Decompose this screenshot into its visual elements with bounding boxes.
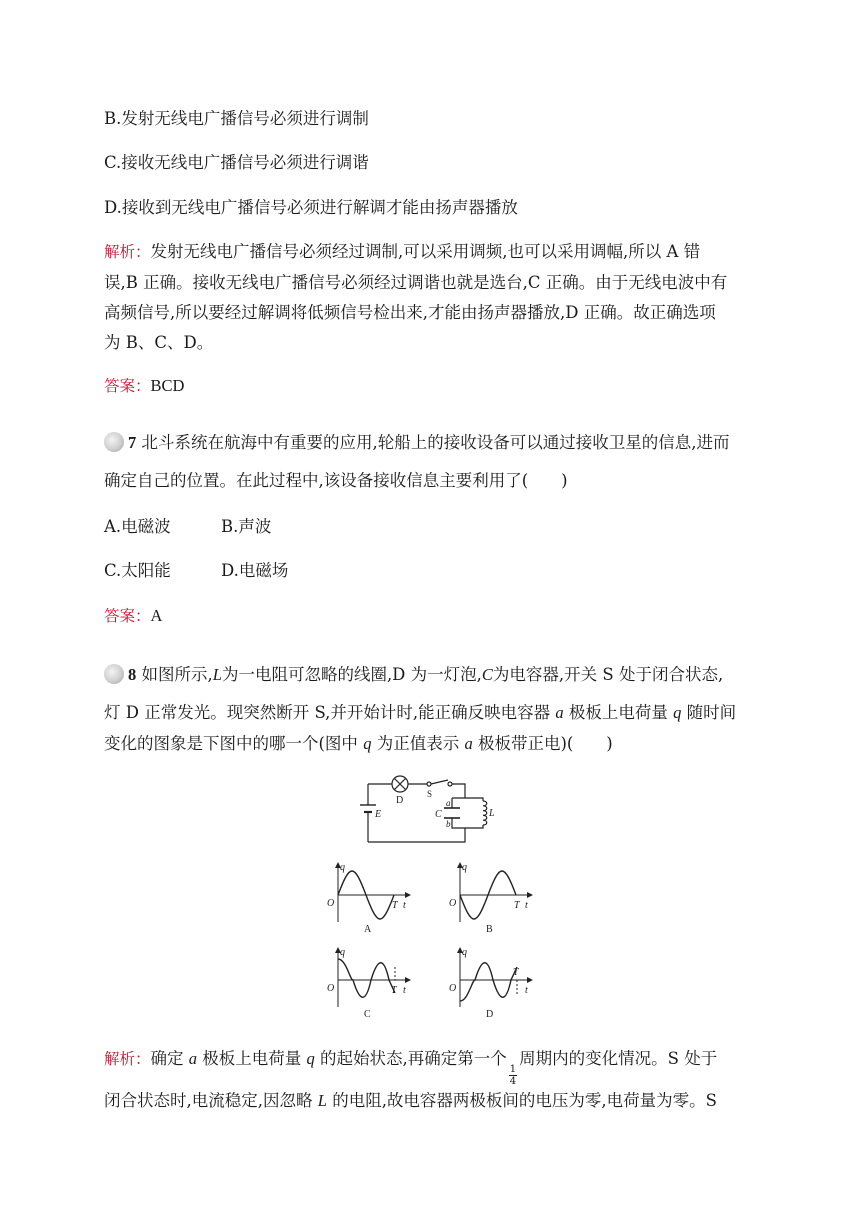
graph-b (449, 862, 532, 935)
analysis-label: 解析： (104, 243, 151, 261)
period-T: T (391, 985, 397, 996)
analysis-text: 的起始状态,再确定第一个 (320, 1049, 507, 1068)
variable-a: a (188, 1049, 198, 1068)
label-S: S (427, 789, 433, 799)
graph-d (449, 947, 532, 1020)
label-L: L (489, 808, 495, 819)
answer-label: 答案： (104, 607, 151, 625)
origin: O (449, 983, 457, 994)
question-number: 7 (128, 433, 137, 452)
axis-q: q (340, 947, 345, 958)
q8-stem-line-2 (104, 701, 736, 725)
q6-analysis-line-4: 为 B、C、D。 (104, 333, 214, 352)
analysis-text: 极板上电荷量 (202, 1049, 302, 1068)
q8-analysis-line-1 (104, 1047, 717, 1087)
q7-option-d: D.电磁场 (221, 561, 289, 580)
stem-text: 变化的图象是下图中的哪一个(图中 (104, 734, 358, 753)
label-D: D (396, 795, 404, 806)
stem-text: 灯 D 正常发光。现突然断开 S,并开始计时,能正确反映电容器 (104, 703, 551, 722)
q8-analysis-line-2 (104, 1089, 717, 1113)
q6-answer (104, 374, 184, 398)
variable-C: C (481, 665, 493, 684)
q6-option-c: C.接收无线电广播信号必须进行调谐 (104, 153, 369, 172)
q6-analysis-line-3: 高频信号,所以要经过解调将低频信号检出来,才能由扬声器播放,D 正确。故正确选项 (104, 303, 716, 322)
period-T: T (392, 900, 398, 911)
analysis-label: 解析： (104, 1050, 151, 1068)
graph-c (327, 947, 410, 1020)
fraction-numerator: 1 (509, 1064, 517, 1075)
question-marker-icon (104, 664, 124, 684)
graph-label-a: A (364, 924, 372, 935)
answer-value: BCD (150, 376, 185, 395)
analysis-text: 确定 (150, 1049, 184, 1068)
q6-option-d: D.接收到无线电广播信号必须进行解调才能由扬声器播放 (104, 198, 518, 217)
label-C: C (435, 809, 442, 820)
stem-text: 为一电阻可忽略的线圈,D 为一灯泡, (221, 665, 482, 684)
label-E: E (375, 809, 382, 820)
axis-t: t (525, 900, 528, 911)
q8-stem-line-3 (104, 732, 613, 756)
variable-a: a (464, 734, 473, 753)
circuit-diagram (355, 770, 505, 850)
axis-q: q (340, 862, 345, 873)
variable-a: a (555, 703, 564, 722)
question-number: 8 (128, 665, 137, 684)
question-marker-icon (104, 432, 124, 452)
analysis-text: 的电阻,故电容器两极板间的电压为零,电荷量为零。S (332, 1091, 717, 1110)
analysis-text: 发射无线电广播信号必须经过调制,可以采用调频,也可以采用调幅,所以 A 错 (150, 242, 701, 261)
options-graphs (320, 860, 540, 1025)
variable-L: L (212, 665, 222, 684)
origin: O (327, 898, 335, 909)
period-T: T (514, 900, 520, 911)
origin: O (449, 898, 457, 909)
q7-option-c: C.太阳能 (104, 561, 171, 580)
label-b: b (446, 819, 451, 829)
q6-analysis-line-2: 误,B 正确。接收无线电广播信号必须经过调谐也就是选台,C 正确。由于无线电波中有 (104, 273, 728, 292)
variable-q: q (363, 734, 372, 753)
period-T: T (513, 967, 519, 978)
q6-option-b: B.发射无线电广播信号必须进行调制 (104, 109, 369, 128)
axis-q: q (462, 862, 467, 873)
q8-stem-line-1 (104, 663, 723, 687)
axis-t: t (403, 985, 406, 996)
stem-text: 随时间 (686, 703, 737, 722)
q7-stem-text: 北斗系统在航海中有重要的应用,轮船上的接收设备可以通过接收卫星的信息,进而 (141, 433, 730, 452)
q7-stem-line-2: 确定自己的位置。在此过程中,该设备接收信息主要利用了( ) (104, 471, 568, 490)
graph-label-d: D (486, 1009, 494, 1020)
stem-text: 为正值表示 (376, 734, 460, 753)
analysis-text: 闭合状态时,电流稳定,因忽略 (104, 1091, 313, 1110)
q7-options-row-2 (104, 559, 288, 583)
label-a: a (446, 798, 451, 808)
q7-answer (104, 604, 162, 628)
stem-text: 如图所示, (141, 665, 213, 684)
q7-options-row-1 (104, 515, 271, 539)
axis-t: t (525, 985, 528, 996)
stem-text: 极板上电荷量 (568, 703, 668, 722)
answer-value: A (150, 606, 163, 625)
analysis-text: 周期内的变化情况。S 处于 (519, 1049, 718, 1068)
fraction-denominator: 4 (509, 1076, 517, 1087)
q7-stem-line-1 (104, 431, 730, 455)
q7-option-a: A.电磁波 (104, 517, 171, 536)
answer-label: 答案： (104, 377, 151, 395)
q6-analysis-line-1 (104, 240, 700, 264)
graph-label-c: C (364, 1009, 371, 1020)
axis-q: q (462, 947, 467, 958)
axis-t: t (403, 900, 406, 911)
origin: O (327, 983, 335, 994)
q7-option-b: B.声波 (221, 517, 272, 536)
stem-text: 为电容器,开关 S 处于闭合状态, (492, 665, 724, 684)
variable-q: q (673, 703, 682, 722)
stem-text: 极板带正电)( ) (477, 734, 613, 753)
variable-q: q (306, 1049, 315, 1068)
graph-a (327, 862, 410, 935)
graph-label-b: B (486, 924, 493, 935)
variable-L: L (317, 1091, 327, 1110)
fraction-one-quarter (509, 1064, 517, 1087)
